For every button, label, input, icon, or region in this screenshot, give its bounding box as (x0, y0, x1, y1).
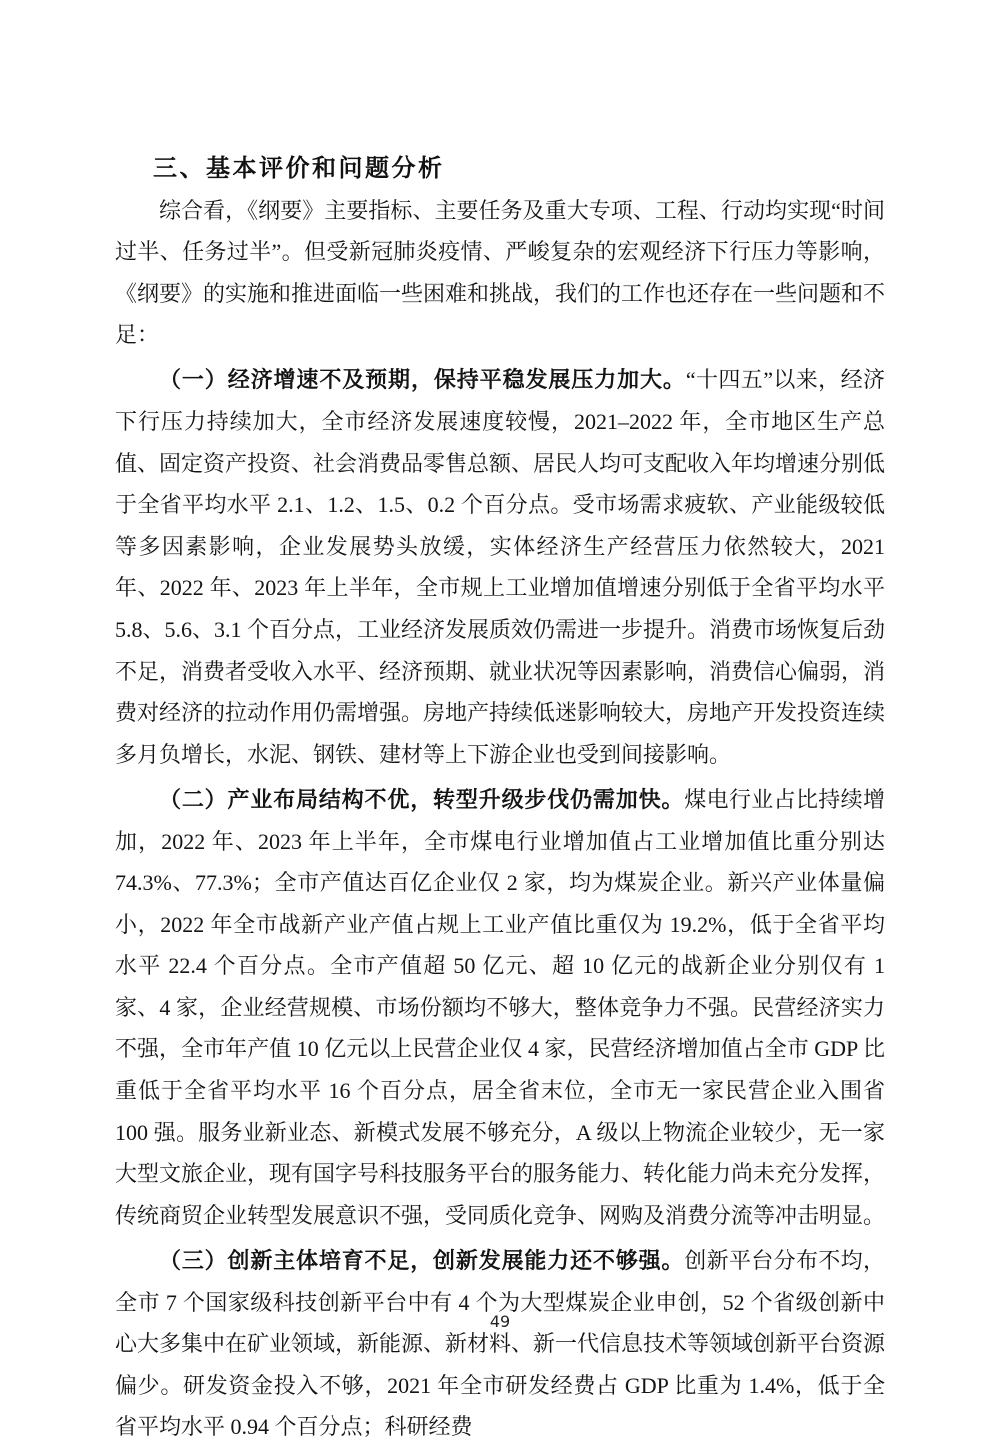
paragraph-issue-2 (115, 779, 885, 1237)
paragraph-text: 创新平台分布不均，全市 7 个国家级科技创新平台中有 4 个为大型煤炭企业申创，52 个省级创新中心大多集中在矿业领域，新能源、新材料、新一代信息技术等领域创新平台资源偏少。研发资金投入不够，2021 年全市研发经费占 GDP 比重为 1.4%，低于全省平均水平 0.94 个百分点；科研经费 (115, 1247, 886, 1440)
paragraph-intro (115, 190, 885, 356)
section-heading: 三、基本评价和问题分析 (153, 154, 445, 182)
document-body (115, 148, 885, 1451)
paragraph-issue-3 (115, 1240, 885, 1448)
paragraph-lead: （二）产业布局结构不优，转型升级步伐仍需加快。 (159, 786, 685, 812)
page-number: 49 (489, 1312, 511, 1331)
paragraph-issue-1 (115, 359, 885, 775)
paragraph-text: 煤电行业占比持续增加，2022 年、2023 年上半年，全市煤电行业增加值占工业增加值比重分别达 74.3%、77.3%；全市产值达百亿企业仅 2 家，均为煤炭企业。新兴产业体量偏小，2022 年全市战新产业产值占规上工业产值比重仅为 19.2%，低于全省平均水平 22.4 个百分点。全市产值超 50 亿元、超 10 亿元的战新企业分别仅有 1 家、4 家，企业经营规模、市场份额均不够大，整体竞争力不强。民营经济实力不强，全市年产值 10 亿元以上民营企业仅 4 家，民营经济增加值占全市 GDP 比重低于全省平均水平 16 个百分点，居全省末位，全市无一家民营企业入围省 100 强。服务业新业态、新模式发展不够充分，A 级以上物流企业较少，无一家大型文旅企业，现有国字号科技服务平台的服务能力、转化能力尚未充分发挥，传统商贸企业转型发展意识不强，受同质化竞争、网购及消费分流等冲击明显。 (115, 786, 886, 1228)
paragraph-text: “十四五”以来，经济下行压力持续加大，全市经济发展速度较慢，2021–2022 年，全市地区生产总值、固定资产投资、社会消费品零售总额、居民人均可支配收入年均增速分别低于全省平均水平 2.1、1.2、1.5、0.2 个百分点。受市场需求疲软、产业能级较低等多因素影响，企业发展势头放缓，实体经济生产经营压力依然较大，2021 年、2022 年、2023 年上半年，全市规上工业增加值增速分别低于全省平均水平 5.8、5.6、3.1 个百分点，工业经济发展质效仍需进一步提升。消费市场恢复后劲不足，消费者受收入水平、经济预期、就业状况等因素影响，消费信心偏弱，消费对经济的拉动作用仍需增强。房地产持续低迷影响较大，房地产开发投资连续多月负增长，水泥、钢铁、建材等上下游企业也受到间接影响。 (115, 367, 886, 767)
paragraph-lead: （三）创新主体培育不足，创新发展能力还不够强。 (159, 1247, 685, 1273)
paragraph-text: 综合看，《纲要》主要指标、主要任务及重大专项、工程、行动均实现“时间过半、任务过半”。但受新冠肺炎疫情、严峻复杂的宏观经济下行压力等影响，《纲要》的实施和推进面临一些困难和挑战，我们的工作也还存在一些问题和不足： (115, 197, 886, 348)
paragraph-lead: （一）经济增速不及预期，保持平稳发展压力加大。 (159, 367, 686, 393)
